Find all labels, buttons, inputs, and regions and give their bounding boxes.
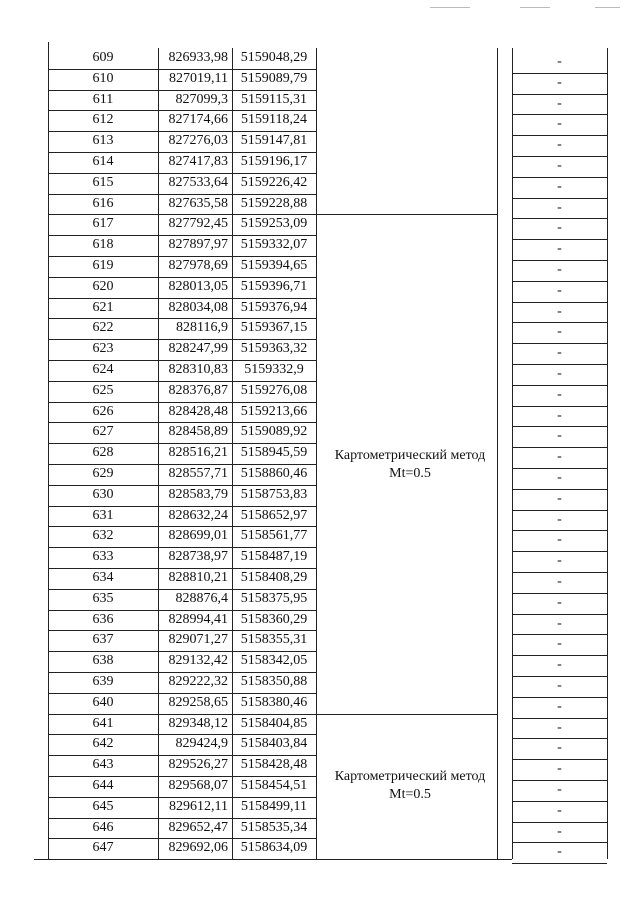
error-value: - [557, 449, 562, 464]
x-coordinate: 829071,27 [168, 632, 228, 647]
x-coordinate: 827099,3 [175, 92, 228, 107]
point-number: 623 [92, 341, 114, 356]
x-coordinate: 827897,97 [168, 237, 228, 252]
y-coordinate: 5159396,71 [240, 279, 308, 294]
point-number: 636 [92, 612, 114, 627]
y-coordinate: 5158535,34 [240, 820, 308, 835]
y-coordinate: 5158403,84 [240, 736, 308, 751]
table-horizontal-rule [34, 859, 318, 860]
point-number: 635 [92, 591, 114, 606]
point-number: 634 [92, 570, 114, 585]
x-coordinate: 828013,05 [168, 279, 228, 294]
point-number: 639 [92, 674, 114, 689]
error-value: - [557, 54, 562, 69]
y-coordinate: 5158487,19 [240, 549, 308, 564]
error-value: - [557, 636, 562, 651]
x-coordinate: 828557,71 [168, 466, 228, 481]
error-value: - [557, 553, 562, 568]
error-value: - [557, 657, 562, 672]
error-value: - [557, 761, 562, 776]
y-coordinate: 5158561,77 [240, 528, 308, 543]
point-number: 632 [92, 528, 114, 543]
y-coordinate: 5159367,15 [240, 320, 308, 335]
error-value: - [557, 179, 562, 194]
point-number: 616 [92, 196, 114, 211]
error-value: - [557, 740, 562, 755]
error-value: - [557, 699, 562, 714]
x-coordinate: 828583,79 [168, 487, 228, 502]
table-horizontal-rule [316, 859, 497, 860]
error-value: - [557, 387, 562, 402]
error-value: - [557, 491, 562, 506]
x-coordinate: 828310,83 [168, 362, 228, 377]
x-coordinate: 828376,87 [168, 383, 228, 398]
x-coordinate: 827417,83 [168, 154, 228, 169]
error-value: - [557, 241, 562, 256]
x-coordinate: 828116,9 [176, 320, 228, 335]
x-coordinate: 828876,4 [175, 591, 228, 606]
x-coordinate: 828632,24 [168, 508, 228, 523]
method-group-divider [316, 714, 497, 715]
point-number: 646 [92, 820, 114, 835]
x-coordinate: 829526,27 [168, 757, 228, 772]
x-coordinate: 826933,98 [168, 50, 228, 65]
x-coordinate: 829424,9 [175, 736, 228, 751]
error-value: - [557, 844, 562, 859]
y-coordinate: 5158454,51 [240, 778, 308, 793]
y-coordinate: 5159089,92 [240, 424, 308, 439]
point-number: 619 [92, 258, 114, 273]
y-coordinate: 5158375,95 [240, 591, 308, 606]
point-number: 641 [92, 716, 114, 731]
scan-artifact [430, 7, 470, 8]
y-coordinate: 5158860,46 [240, 466, 308, 481]
error-value: - [557, 428, 562, 443]
point-number: 647 [92, 840, 114, 855]
point-number: 644 [92, 778, 114, 793]
point-number: 631 [92, 508, 114, 523]
error-value: - [557, 158, 562, 173]
x-coordinate: 827019,11 [169, 71, 228, 86]
x-coordinate: 828428,48 [168, 404, 228, 419]
y-coordinate: 5159118,24 [241, 112, 307, 127]
method-cell-1 [320, 447, 500, 483]
x-coordinate: 828810,21 [168, 570, 228, 585]
y-coordinate: 5159115,31 [241, 92, 307, 107]
x-coordinate: 827978,69 [168, 258, 228, 273]
error-value: - [557, 532, 562, 547]
error-value: - [557, 595, 562, 610]
point-number: 614 [92, 154, 114, 169]
x-coordinate: 829132,42 [168, 653, 228, 668]
point-number: 640 [92, 695, 114, 710]
x-coordinate: 828994,41 [168, 612, 228, 627]
x-coordinate: 828738,97 [168, 549, 228, 564]
point-number: 625 [92, 383, 114, 398]
y-coordinate: 5159213,66 [240, 404, 308, 419]
point-number: 633 [92, 549, 114, 564]
error-value: - [557, 408, 562, 423]
error-value: - [557, 470, 562, 485]
error-value: - [557, 283, 562, 298]
y-coordinate: 5159147,81 [240, 133, 308, 148]
x-coordinate: 827276,03 [168, 133, 228, 148]
error-value: - [557, 220, 562, 235]
y-coordinate: 5158360,29 [240, 612, 308, 627]
y-coordinate: 5159196,17 [240, 154, 308, 169]
point-number: 642 [92, 736, 114, 751]
point-number: 618 [92, 237, 114, 252]
y-coordinate: 5159048,29 [240, 50, 308, 65]
x-coordinate: 829612,11 [169, 799, 228, 814]
error-value: - [557, 803, 562, 818]
table-vertical-rule [316, 48, 317, 859]
x-coordinate: 829258,65 [168, 695, 228, 710]
error-value: - [557, 262, 562, 277]
error-value: - [557, 678, 562, 693]
point-number: 638 [92, 653, 114, 668]
y-coordinate: 5159253,09 [240, 216, 308, 231]
error-value: - [557, 324, 562, 339]
point-number: 643 [92, 757, 114, 772]
x-coordinate: 827533,64 [168, 175, 228, 190]
point-number: 617 [92, 216, 114, 231]
method-name: Картометрический метод [334, 769, 486, 784]
y-coordinate: 5158634,09 [240, 840, 308, 855]
point-number: 609 [92, 50, 114, 65]
x-coordinate: 828247,99 [168, 341, 228, 356]
x-coordinate: 828699,01 [168, 528, 228, 543]
error-value: - [557, 720, 562, 735]
y-coordinate: 5158408,29 [240, 570, 308, 585]
point-number: 610 [92, 71, 114, 86]
x-coordinate: 829568,07 [168, 778, 228, 793]
point-number: 613 [92, 133, 114, 148]
point-number: 621 [92, 300, 114, 315]
x-coordinate: 827635,58 [168, 196, 228, 211]
error-value: - [557, 512, 562, 527]
x-coordinate: 828034,08 [168, 300, 228, 315]
y-coordinate: 5159332,07 [240, 237, 308, 252]
error-value: - [557, 782, 562, 797]
point-number: 628 [92, 445, 114, 460]
point-number: 624 [92, 362, 114, 377]
y-coordinate: 5159394,65 [240, 258, 308, 273]
y-coordinate: 5159332,9 [244, 362, 304, 377]
y-coordinate: 5158499,11 [241, 799, 307, 814]
x-coordinate: 827792,45 [168, 216, 228, 231]
method-name: Картометрический метод [334, 448, 486, 463]
point-number: 629 [92, 466, 114, 481]
y-coordinate: 5159276,08 [240, 383, 308, 398]
point-number: 626 [92, 404, 114, 419]
point-number: 637 [92, 632, 114, 647]
y-coordinate: 5158652,97 [240, 508, 308, 523]
point-number: 630 [92, 487, 114, 502]
error-value: - [557, 616, 562, 631]
error-value: - [557, 824, 562, 839]
error-value: - [557, 137, 562, 152]
scan-artifact [595, 7, 620, 8]
y-coordinate: 5159376,94 [240, 300, 308, 315]
point-number: 622 [92, 320, 114, 335]
y-coordinate: 5158355,31 [240, 632, 308, 647]
x-coordinate: 829348,12 [168, 716, 228, 731]
point-number: 611 [92, 92, 114, 107]
method-group-divider [316, 214, 497, 215]
point-number: 620 [92, 279, 114, 294]
y-coordinate: 5158753,83 [240, 487, 308, 502]
x-coordinate: 829222,32 [168, 674, 228, 689]
y-coordinate: 5158342,05 [240, 653, 308, 668]
method-cell-2 [320, 768, 500, 804]
error-value: - [557, 366, 562, 381]
point-number: 645 [92, 799, 114, 814]
y-coordinate: 5158428,48 [240, 757, 308, 772]
error-value: - [557, 304, 562, 319]
x-coordinate: 828516,21 [168, 445, 228, 460]
y-coordinate: 5159226,42 [240, 175, 308, 190]
method-accuracy: Mt=0.5 [389, 466, 431, 481]
x-coordinate: 828458,89 [168, 424, 228, 439]
point-number: 612 [92, 112, 114, 127]
y-coordinate: 5159228,88 [240, 196, 308, 211]
point-number: 627 [92, 424, 114, 439]
error-value: - [557, 75, 562, 90]
y-coordinate: 5158380,46 [240, 695, 308, 710]
error-value: - [557, 345, 562, 360]
x-coordinate: 829692,06 [168, 840, 228, 855]
table-horizontal-rule [497, 859, 512, 860]
scan-artifact [520, 7, 550, 8]
method-accuracy: Mt=0.5 [389, 787, 431, 802]
error-value: - [557, 116, 562, 131]
y-coordinate: 5158945,59 [240, 445, 308, 460]
x-coordinate: 829652,47 [168, 820, 228, 835]
y-coordinate: 5159089,79 [240, 71, 308, 86]
table-vertical-rule [607, 48, 608, 859]
point-number: 615 [92, 175, 114, 190]
error-value: - [557, 200, 562, 215]
error-value: - [557, 574, 562, 589]
x-coordinate: 827174,66 [168, 112, 228, 127]
y-coordinate: 5159363,32 [240, 341, 308, 356]
y-coordinate: 5158404,85 [240, 716, 308, 731]
table-horizontal-rule [512, 863, 607, 864]
error-value: - [557, 96, 562, 111]
y-coordinate: 5158350,88 [240, 674, 308, 689]
